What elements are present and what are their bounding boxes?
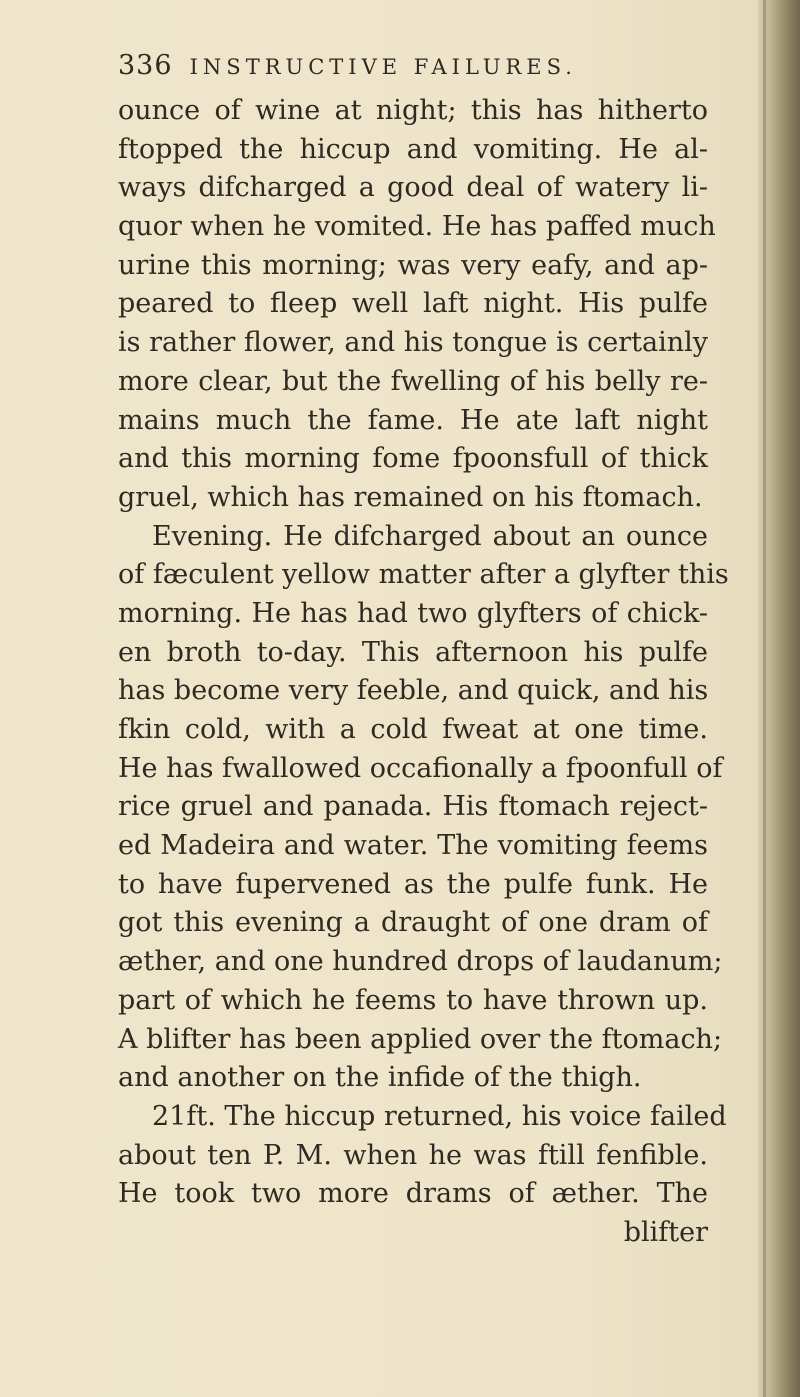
text-line: rice gruel and panada. His ftomach reject- [118,791,708,823]
text-line: ways difcharged a good deal of watery li- [118,172,708,204]
text-line: got this evening a draught of one dram of [118,907,708,939]
text-line: æther, and one hundred drops of laudanum; [118,946,723,978]
page-edge [763,0,766,1397]
text-line: fkin cold, with a cold fweat at one time. [118,714,708,745]
body-text [118,92,729,1253]
text-line: of fæculent yellow matter after a glyfter this [118,559,729,591]
text-line: He has fwallowed occafionally a fpoonfull of [118,752,723,784]
text-line: to have fupervened as the pulfe funk. He [118,868,708,900]
text-line: part of which he feems to have thrown up. [118,984,708,1016]
text-line: ed Madeira and water. The vomiting feems [118,830,708,862]
text-line: is rather flower, and his tongue is certainly [118,327,708,359]
text-line: ounce of wine at night; this has hitherto [118,95,708,126]
text-line: and this morning fome fpoonsfull of thick [118,443,708,475]
text-line: Evening. He difcharged about an ounce [152,520,708,552]
text-line: about ten P. M. when he was ftill fenfible. [118,1139,708,1171]
text-line: peared to fleep well laft night. His pulfe [118,288,708,320]
text-line: ftopped the hiccup and vomiting. He al- [118,133,708,165]
text-line: and another on the infide of the thigh. [118,1062,642,1094]
page-number: 336 [118,50,173,81]
text-line: A blifter has been applied over the ftomach; [118,1023,723,1055]
running-head: INSTRUCTIVE FAILURES. [189,55,577,79]
text-line: urine this morning; was very eafy, and ap- [118,249,708,281]
page-header [118,50,698,90]
text-line: 21ft. The hiccup returned, his voice failed [152,1100,727,1132]
text-line: He took two more drams of æther. The [118,1178,708,1210]
catchword: blifter [623,1216,708,1248]
text-line: has become very feeble, and quick, and his [118,675,709,707]
text-line: morning. He has had two glyfters of chick- [118,597,708,629]
text-line: mains much the fame. He ate laft night [118,404,708,436]
text-line: more clear, but the fwelling of his belly re- [118,365,708,397]
text-line: gruel, which has remained on his ftomach. [118,481,703,513]
text-line: quor when he vomited. He has paffed much [118,211,716,243]
text-line: en broth to-day. This afternoon his pulfe [118,636,708,668]
